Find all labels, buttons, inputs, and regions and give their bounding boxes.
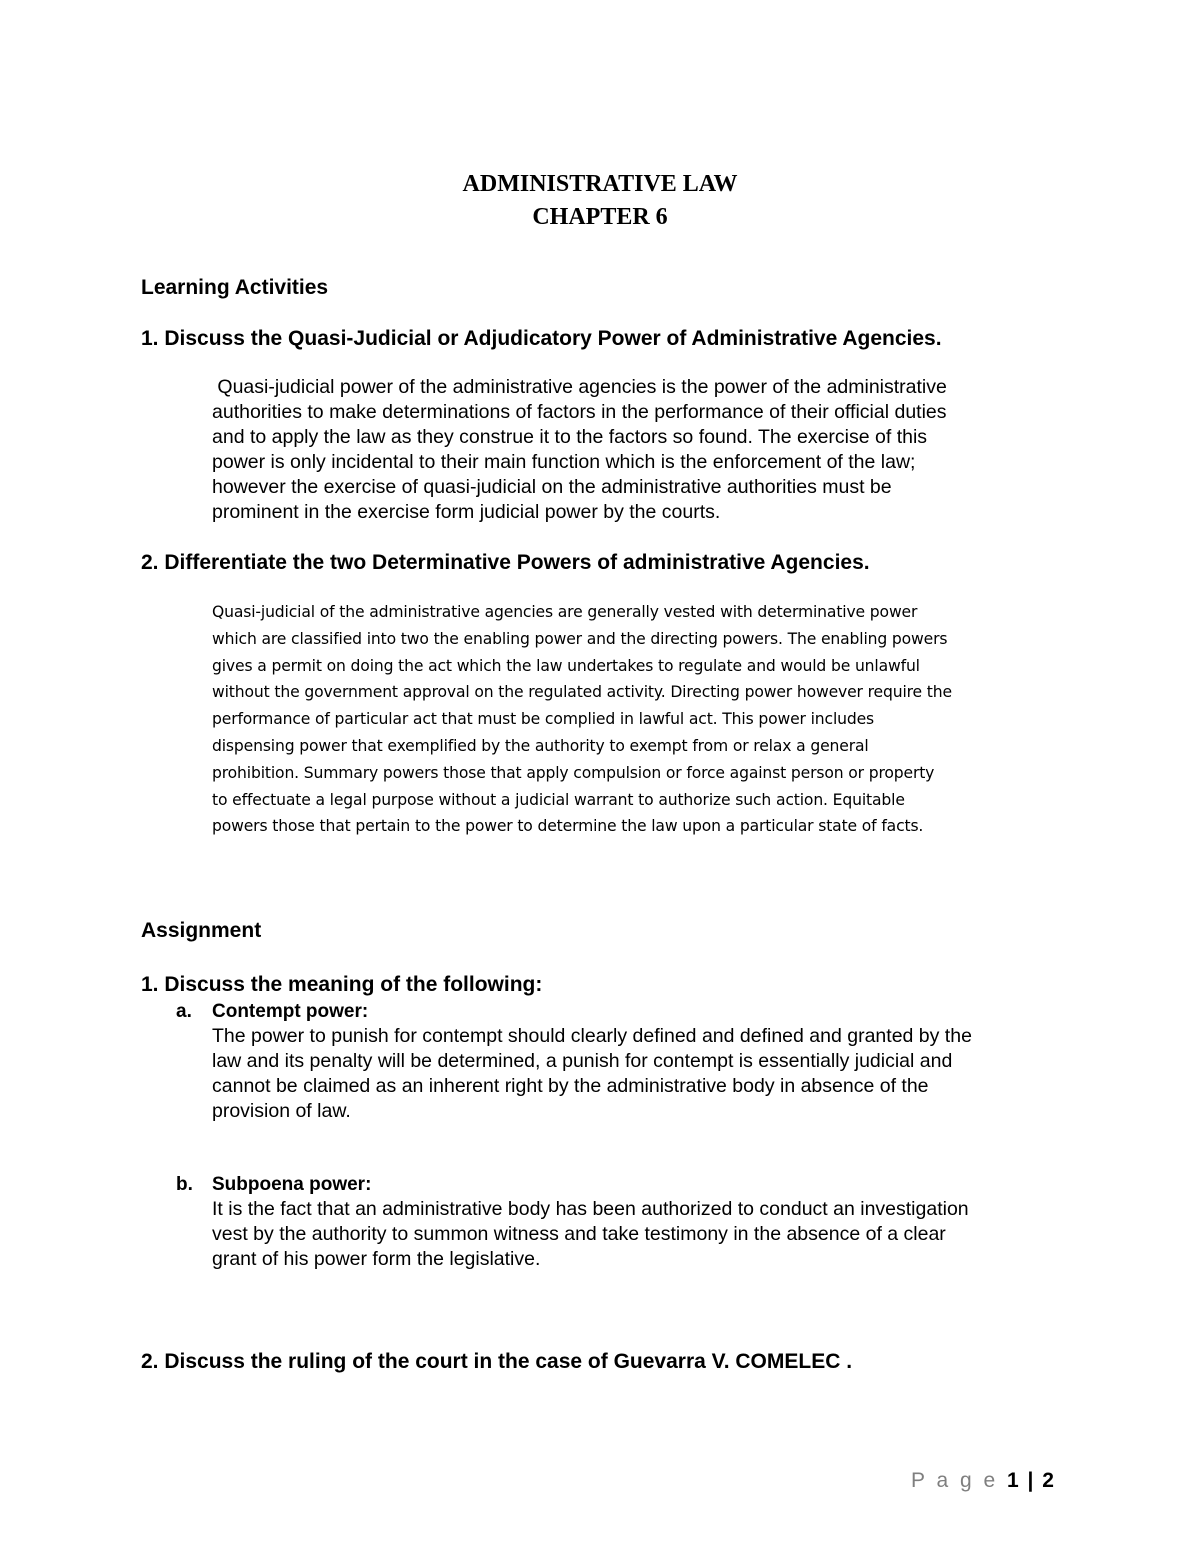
answer-line: prominent in the exercise form judicial power by the courts. <box>212 501 721 523</box>
page-footer <box>911 1467 1054 1495</box>
item-line: The power to punish for contempt should clearly defined and defined and granted by the <box>212 1025 972 1047</box>
answer-line: prohibition. Summary powers those that apply compulsion or force against person or property <box>212 763 935 782</box>
answer-line: however the exercise of quasi-judicial on the administrative authorities must be <box>212 476 892 498</box>
item-title: Subpoena power: <box>212 1174 372 1195</box>
page-number: 1 <box>1007 1469 1019 1492</box>
chapter-title: CHAPTER 6 <box>532 204 668 230</box>
document-title: ADMINISTRATIVE LAW <box>462 171 738 197</box>
answer-line: which are classified into two the enabling power and the directing powers. The enabling powers <box>212 629 948 648</box>
item-b-text <box>212 1197 969 1272</box>
assignment-heading: Assignment <box>141 919 262 942</box>
la-question-1: 1. Discuss the Quasi-Judicial or Adjudicatory Power of Administrative Agencies. <box>141 327 942 350</box>
answer-line: powers those that pertain to the power to determine the law upon a particular state of facts. <box>212 817 924 836</box>
item-b-label <box>176 1173 371 1197</box>
item-letter: b. <box>176 1174 193 1195</box>
answer-line: Quasi-judicial power of the administrative agencies is the power of the administrative <box>212 376 947 398</box>
answer-line: gives a permit on doing the act which the law undertakes to regulate and would be unlawful <box>212 656 920 675</box>
la-answer-1 <box>212 375 947 525</box>
page-total: 2 <box>1042 1469 1054 1492</box>
answer-line: authorities to make determinations of factors in the performance of their official duties <box>212 401 947 423</box>
answer-line: and to apply the law as they construe it to the factors so found. The exercise of this <box>212 426 928 448</box>
page-separator: | <box>1027 1469 1034 1492</box>
item-line: It is the fact that an administrative body has been authorized to conduct an investigation <box>212 1198 969 1220</box>
page-word: P a g e <box>911 1469 999 1492</box>
item-a-text <box>212 1024 972 1124</box>
la-question-2: 2. Differentiate the two Determinative Powers of administrative Agencies. <box>141 551 870 574</box>
assignment-question-2: 2. Discuss the ruling of the court in the case of Guevarra V. COMELEC . <box>141 1350 853 1373</box>
answer-line: power is only incidental to their main function which is the enforcement of the law; <box>212 451 916 473</box>
assignment-question-1: 1. Discuss the meaning of the following: <box>141 973 543 996</box>
answer-line: performance of particular act that must be complied in lawful act. This power includes <box>212 710 875 729</box>
item-line: law and its penalty will be determined, a punish for contempt is essentially judicial and <box>212 1050 953 1072</box>
answer-line: to effectuate a legal purpose without a judicial warrant to authorize such action. Equitable <box>212 790 905 809</box>
item-a-label <box>176 1000 368 1024</box>
answer-line: Quasi-judicial of the administrative agencies are generally vested with determinative power <box>212 603 918 621</box>
answer-line: without the government approval on the regulated activity. Directing power however require the <box>212 683 952 702</box>
item-line: vest by the authority to summon witness and take testimony in the absence of a clear <box>212 1223 946 1245</box>
answer-line: dispensing power that exemplified by the authority to exempt from or relax a general <box>212 736 869 755</box>
la-answer-2 <box>212 599 952 840</box>
item-title: Contempt power: <box>212 1001 369 1022</box>
learning-activities-heading: Learning Activities <box>141 276 329 299</box>
item-line: provision of law. <box>212 1100 351 1122</box>
item-line: cannot be claimed as an inherent right by the administrative body in absence of the <box>212 1075 929 1097</box>
item-letter: a. <box>176 1001 192 1022</box>
item-line: grant of his power form the legislative. <box>212 1248 541 1270</box>
